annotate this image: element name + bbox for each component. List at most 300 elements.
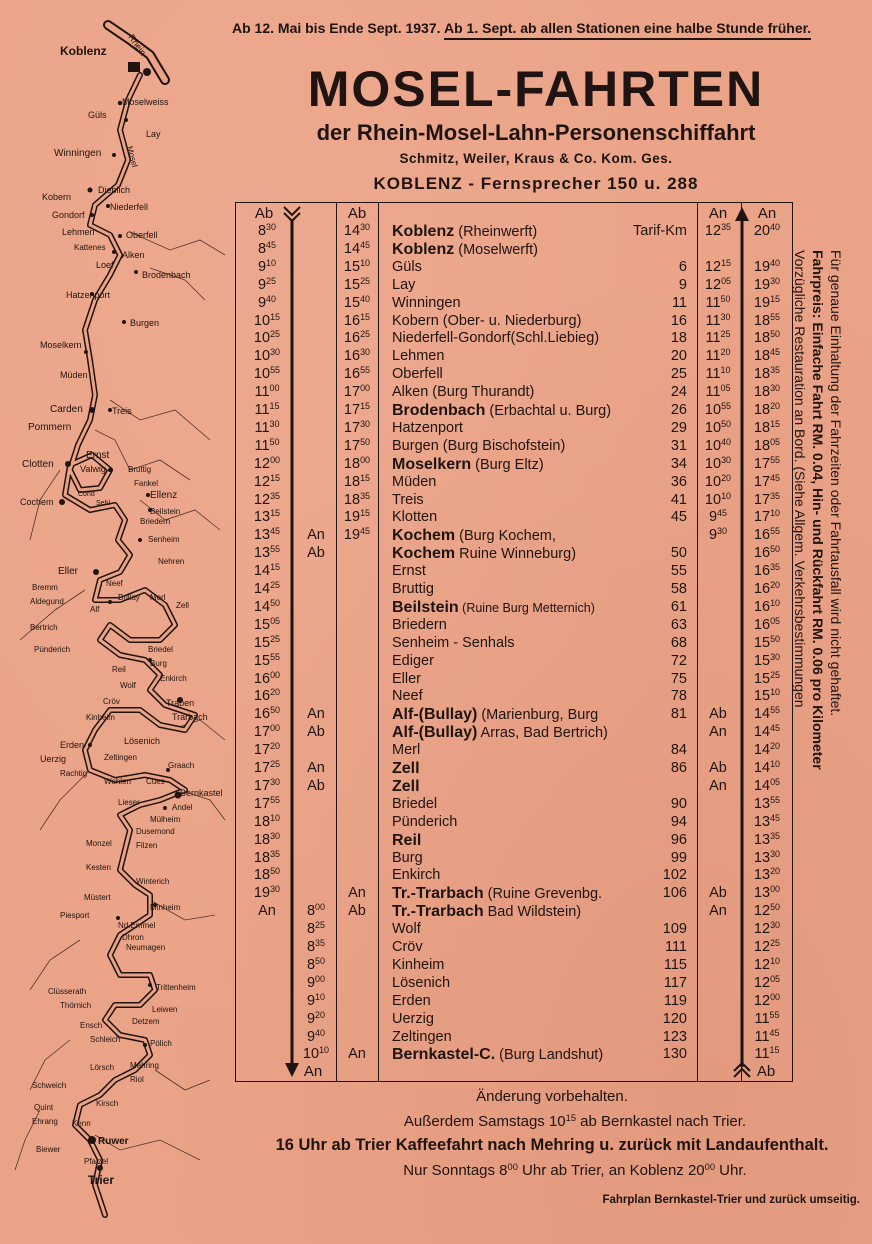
station-name: Zeltingen <box>392 1028 452 1045</box>
departure-time: $11^{15}$ <box>254 401 280 418</box>
departure-time: $17^{30}$ <box>253 776 281 794</box>
return-arrival-time: $11^{25}$ <box>705 329 731 347</box>
second-return-time: $16^{50}$ <box>753 544 781 562</box>
table-row <box>236 778 792 796</box>
table-row <box>236 581 792 599</box>
table-row <box>236 277 792 295</box>
return-arrival-time: $11^{10}$ <box>705 365 731 383</box>
departure-time: $9^{40}$ <box>257 293 277 311</box>
return-arrival-time: $9^{30}$ <box>708 526 728 544</box>
distance-km: 81 <box>670 706 687 723</box>
side-note-fares: Fahrpreis: Einfache Fahrt RM. 0.04, Hin- und Rückfahrt RM. 0.06 pro Kilometer <box>810 250 826 770</box>
svg-text:Alken: Alken <box>122 250 145 260</box>
station-name: Oberfell <box>392 366 443 383</box>
svg-text:Biewer: Biewer <box>36 1145 61 1154</box>
second-return-time: $16^{10}$ <box>753 597 781 615</box>
distance-km: 84 <box>670 742 687 759</box>
station-name: Briedern <box>392 616 447 633</box>
station-name: Enkirch <box>392 867 441 884</box>
table-row <box>236 545 792 563</box>
svg-text:Thörnich: Thörnich <box>60 1001 92 1010</box>
svg-text:Nehren: Nehren <box>158 557 185 566</box>
svg-text:Trittenheim: Trittenheim <box>156 983 196 992</box>
table-row <box>236 438 792 456</box>
svg-text:Clotten: Clotten <box>22 459 54 470</box>
connection-mark: An <box>307 706 325 723</box>
table-row <box>236 1029 792 1047</box>
station-name: Alken (Burg Thurandt) <box>392 384 535 401</box>
table-row <box>236 724 792 742</box>
table-row <box>236 456 792 474</box>
svg-text:Trarbach: Trarbach <box>172 712 208 722</box>
svg-text:Hatzenport: Hatzenport <box>66 290 111 300</box>
second-departure-time: Ab <box>348 903 366 920</box>
departure-time: $12^{35}$ <box>253 490 281 508</box>
svg-text:Lehmen: Lehmen <box>62 227 95 237</box>
connection-mark: $8^{35}$ <box>306 938 326 955</box>
station-name: Cröv <box>392 939 423 955</box>
svg-text:Sehl: Sehl <box>96 500 111 507</box>
footer-ab: Ab <box>756 1063 776 1080</box>
table-row <box>236 259 792 277</box>
second-departure-time: $14^{45}$ <box>343 239 371 257</box>
station-name: Burgen (Burg Bischofstein) <box>392 437 566 454</box>
second-return-time: $15^{25}$ <box>753 669 781 687</box>
svg-text:Gondorf: Gondorf <box>52 210 85 220</box>
second-departure-time: An <box>348 1046 366 1063</box>
return-arrival-time: $10^{50}$ <box>704 418 732 436</box>
second-departure-time: $17^{30}$ <box>343 418 371 436</box>
table-row <box>236 671 792 689</box>
table-row <box>236 313 792 331</box>
station-name: Uerzig <box>392 1010 434 1027</box>
distance-km: 41 <box>670 491 687 508</box>
svg-text:Müden: Müden <box>60 370 88 380</box>
main-title: MOSEL-FAHRTEN <box>307 61 765 117</box>
header-an-up: An <box>708 205 728 222</box>
second-departure-time: An <box>348 885 366 902</box>
second-return-time: $12^{30}$ <box>753 920 781 938</box>
station-name: Kinheim <box>392 956 445 973</box>
svg-text:Valwig: Valwig <box>80 464 106 474</box>
svg-text:Burgen: Burgen <box>130 318 160 328</box>
return-arrival-time: $12^{05}$ <box>704 275 732 293</box>
svg-text:Pommern: Pommern <box>28 422 72 433</box>
second-departure-time: $17^{50}$ <box>343 436 371 454</box>
map-label-koblenz: Koblenz <box>60 44 107 58</box>
svg-text:Pfalzel: Pfalzel <box>84 1157 109 1166</box>
departure-time: $12^{15}$ <box>253 472 281 490</box>
connection-mark: $8^{50}$ <box>306 955 326 973</box>
departure-time: $9^{25}$ <box>257 275 277 293</box>
svg-text:Kattenes: Kattenes <box>74 243 106 252</box>
station-name: Koblenz (Moselwerft) <box>392 240 539 258</box>
table-row <box>236 688 792 706</box>
second-departure-time: $19^{15}$ <box>343 508 371 526</box>
second-departure-time: $15^{10}$ <box>343 257 371 275</box>
svg-text:Mülheim: Mülheim <box>150 815 181 824</box>
station-name: Merl <box>392 742 421 759</box>
departure-time: $19^{30}$ <box>253 884 281 902</box>
svg-text:Cues: Cues <box>146 777 165 786</box>
subtitle: der Rhein-Mosel-Lahn-Personenschiffahrt <box>316 120 756 145</box>
distance-km: 31 <box>670 437 687 454</box>
station-name: Treis <box>392 491 424 508</box>
svg-text:Cröv: Cröv <box>103 697 120 706</box>
station-name: Ernst <box>392 563 426 580</box>
svg-text:Müstert: Müstert <box>84 893 111 902</box>
station-name: Zell <box>392 760 420 777</box>
second-return-time: $16^{55}$ <box>753 526 781 544</box>
departure-time: $13^{55}$ <box>253 544 281 562</box>
table-row <box>236 635 792 653</box>
map-label-mosel: Mosel <box>125 145 140 169</box>
distance-km: 86 <box>670 760 687 776</box>
table-row <box>236 796 792 814</box>
distance-km: 106 <box>662 885 687 902</box>
distance-km: 45 <box>670 509 687 526</box>
departure-time: $8^{45}$ <box>257 239 277 257</box>
svg-text:Carden: Carden <box>50 404 83 415</box>
connection-mark: An <box>307 760 325 776</box>
svg-text:Briedern: Briedern <box>140 517 171 526</box>
departure-time: $18^{30}$ <box>253 830 281 848</box>
svg-text:Bullay: Bullay <box>118 593 140 602</box>
departure-time: $10^{30}$ <box>253 347 281 365</box>
distance-km: Tarif-Km <box>633 223 687 239</box>
second-return-time: $11^{55}$ <box>754 1009 780 1027</box>
svg-text:Brodenbach: Brodenbach <box>142 270 191 280</box>
station-name: Ediger <box>392 652 434 669</box>
second-return-time: $17^{10}$ <box>753 508 781 526</box>
connection-mark: Ab <box>307 777 325 794</box>
return-arrival-time: Ab <box>709 706 727 723</box>
svg-text:Briedel: Briedel <box>148 645 173 654</box>
table-row <box>236 814 792 832</box>
departure-time: $12^{00}$ <box>253 454 281 472</box>
distance-km: 90 <box>670 795 687 812</box>
svg-text:Aldegund: Aldegund <box>30 597 64 606</box>
second-return-time: $16^{05}$ <box>753 615 781 633</box>
svg-text:Kobern: Kobern <box>42 192 72 202</box>
svg-text:Moselkern: Moselkern <box>40 340 82 350</box>
table-row <box>236 975 792 993</box>
svg-text:Wehlen: Wehlen <box>104 777 131 786</box>
svg-text:Erden: Erden <box>60 740 85 750</box>
second-return-time: $12^{05}$ <box>753 973 781 991</box>
table-row <box>236 885 792 903</box>
second-return-time: $18^{55}$ <box>753 311 781 329</box>
svg-text:Dhron: Dhron <box>122 933 144 942</box>
return-arrival-time: $11^{50}$ <box>705 293 731 311</box>
return-arrival-time: $10^{40}$ <box>704 436 732 454</box>
departure-time: $10^{55}$ <box>253 365 281 383</box>
svg-text:Oberfell: Oberfell <box>126 230 158 240</box>
second-return-time: $20^{40}$ <box>753 222 781 239</box>
table-row <box>236 850 792 868</box>
footer-an: An <box>303 1063 323 1080</box>
side-note-restaurant: Vorzügliche Restauration an Bord. (Siehe Allgem. Verkehrsbestimmungen <box>792 250 808 708</box>
map-label-rhein: Rhein <box>126 32 149 58</box>
svg-text:Merl: Merl <box>150 593 166 602</box>
svg-text:Winningen: Winningen <box>54 148 102 159</box>
second-departure-time: $15^{25}$ <box>343 275 371 293</box>
second-departure-time: $16^{15}$ <box>343 311 371 329</box>
return-arrival-time: $12^{15}$ <box>704 257 732 275</box>
second-return-time: $14^{45}$ <box>753 723 781 741</box>
second-return-time: $18^{15}$ <box>753 418 781 436</box>
svg-text:Eller: Eller <box>58 566 79 577</box>
departure-time: $13^{45}$ <box>253 526 281 544</box>
svg-text:Graach: Graach <box>168 761 195 770</box>
distance-km: 29 <box>670 419 687 436</box>
connection-mark: $10^{10}$ <box>302 1045 330 1063</box>
second-return-time: $14^{20}$ <box>753 741 781 759</box>
station-name: Klotten <box>392 509 438 526</box>
connection-mark: An <box>307 527 325 544</box>
second-return-time: $18^{35}$ <box>753 365 781 383</box>
second-return-time: $13^{45}$ <box>753 812 781 830</box>
table-row <box>236 903 792 921</box>
second-return-time: $15^{30}$ <box>753 651 781 669</box>
distance-km: 96 <box>670 831 687 848</box>
footer-coffee-trip: 16 Uhr ab Trier Kaffeefahrt nach Mehring u. zurück mit Landaufenthalt. <box>275 1136 829 1154</box>
table-row <box>236 223 792 241</box>
station-name: Bernkastel-C. (Burg Landshut) <box>392 1046 604 1064</box>
svg-text:Burg: Burg <box>150 659 167 668</box>
second-return-time: $19^{15}$ <box>753 293 781 311</box>
svg-text:Cond: Cond <box>78 491 95 498</box>
station-name: Lay <box>392 276 416 293</box>
return-arrival-time: $9^{45}$ <box>708 508 728 526</box>
svg-text:Kesten: Kesten <box>86 863 111 872</box>
svg-text:Zeltingen: Zeltingen <box>104 753 137 762</box>
second-return-time: $13^{35}$ <box>753 830 781 848</box>
distance-km: 9 <box>678 276 687 293</box>
return-arrival-time: $11^{05}$ <box>705 383 731 401</box>
station-name: Beilstein (Ruine Burg Metternich) <box>392 598 595 616</box>
second-return-time: $12^{10}$ <box>753 955 781 973</box>
table-row <box>236 563 792 581</box>
return-arrival-time: An <box>709 724 727 741</box>
city-phone: KOBLENZ - Fernsprecher 150 u. 288 <box>373 174 699 193</box>
table-row <box>236 330 792 348</box>
distance-km: 94 <box>670 813 687 830</box>
station-name: Eller <box>392 670 422 687</box>
svg-text:Winterich: Winterich <box>136 877 170 886</box>
distance-km: 75 <box>670 670 687 687</box>
second-return-time: $15^{10}$ <box>753 687 781 705</box>
station-name: Senheim - Senhals <box>392 634 515 651</box>
station-name: Reil <box>392 831 422 849</box>
table-row <box>236 742 792 760</box>
second-return-time: $17^{55}$ <box>753 454 781 472</box>
distance-km: 130 <box>662 1046 687 1063</box>
return-arrival-time: $10^{30}$ <box>704 454 732 472</box>
svg-text:Beilstein: Beilstein <box>150 507 181 516</box>
side-note-liability: Für genaue Einhaltung der Fahrzeiten oder Fahrtausfall wird nicht gehaftet. <box>828 250 844 717</box>
table-row <box>236 653 792 671</box>
departure-time: $17^{00}$ <box>253 723 281 741</box>
table-row <box>236 241 792 259</box>
departure-time: $16^{50}$ <box>253 705 281 723</box>
svg-text:Schleich: Schleich <box>90 1035 121 1044</box>
connection-mark: $9^{20}$ <box>306 1009 326 1027</box>
svg-text:Leiwen: Leiwen <box>152 1005 178 1014</box>
table-row <box>236 492 792 510</box>
distance-km: 72 <box>670 652 687 669</box>
table-row <box>236 939 792 957</box>
distance-km: 20 <box>670 348 687 365</box>
distance-km: 25 <box>670 366 687 383</box>
svg-text:Moselweiss: Moselweiss <box>122 97 169 107</box>
distance-km: 61 <box>670 598 687 615</box>
svg-text:Ellenz: Ellenz <box>150 490 178 501</box>
second-departure-time: $18^{35}$ <box>343 490 371 508</box>
footer-sunday-note: Nur Sonntags $8^{00}$ Uhr ab Trier, an Koblenz $20^{00}$ Uhr. <box>403 1161 747 1179</box>
fare-side-note <box>791 250 845 1030</box>
station-name: Lösenich <box>392 974 451 991</box>
svg-text:Uerzig: Uerzig <box>40 754 67 764</box>
distance-km: 102 <box>662 867 687 884</box>
departure-time: $10^{15}$ <box>253 311 281 329</box>
distance-km: 6 <box>678 258 687 275</box>
second-return-time: $12^{50}$ <box>753 902 781 920</box>
table-row <box>236 760 792 778</box>
svg-text:Bruttig: Bruttig <box>128 465 152 474</box>
second-return-time: $18^{05}$ <box>753 436 781 454</box>
svg-text:Loef: Loef <box>96 260 114 270</box>
mosel-route-map <box>0 0 232 1244</box>
svg-text:Minheim: Minheim <box>150 903 181 912</box>
station-name: Tr.-Trarbach (Ruine Grevenbg. <box>392 885 603 903</box>
station-name: Alf-(Bullay) (Marienburg, Burg <box>392 706 599 724</box>
table-row <box>236 832 792 850</box>
connection-mark: $9^{00}$ <box>306 973 326 991</box>
second-departure-time: $17^{00}$ <box>343 383 371 401</box>
distance-km: 99 <box>670 849 687 866</box>
departure-time: $16^{00}$ <box>253 669 281 687</box>
station-name: Briedel <box>392 795 438 812</box>
table-row <box>236 402 792 420</box>
station-name: Pünderich <box>392 813 458 830</box>
station-name: Burg <box>392 849 423 866</box>
svg-text:Treis: Treis <box>112 406 132 416</box>
return-arrival-time: Ab <box>709 885 727 902</box>
svg-text:Neef: Neef <box>106 579 123 588</box>
table-row <box>236 509 792 527</box>
svg-text:Bremm: Bremm <box>32 583 58 592</box>
footer-reverse-note: Fahrplan Bernkastel-Trier und zurück umseitig. <box>602 1194 860 1206</box>
station-name: Wolf <box>392 921 421 938</box>
distance-km: 123 <box>662 1028 687 1045</box>
header-an-second: An <box>757 205 777 222</box>
svg-text:Piesport: Piesport <box>60 911 90 920</box>
distance-km: 68 <box>670 634 687 651</box>
svg-text:Enkirch: Enkirch <box>160 674 187 683</box>
return-arrival-time: $11^{20}$ <box>705 347 731 365</box>
distance-km: 50 <box>670 545 687 562</box>
svg-text:Quint: Quint <box>34 1103 54 1112</box>
svg-text:Nd.Emmel: Nd.Emmel <box>118 921 156 930</box>
timetable-footer-row <box>236 1063 792 1081</box>
svg-text:Lieser: Lieser <box>118 798 140 807</box>
second-return-time: $18^{50}$ <box>753 329 781 347</box>
second-return-time: $13^{00}$ <box>753 884 781 902</box>
station-name: Zell <box>392 777 420 795</box>
header-ab-second: Ab <box>347 205 367 222</box>
departure-time: $18^{50}$ <box>253 866 281 884</box>
second-return-time: $19^{30}$ <box>753 275 781 293</box>
svg-text:Bernkastel: Bernkastel <box>180 788 223 798</box>
distance-km: 109 <box>662 921 687 938</box>
second-departure-time: $15^{40}$ <box>343 293 371 311</box>
station-name: Neef <box>392 688 423 705</box>
distance-km: 34 <box>670 455 687 472</box>
connection-mark: $8^{00}$ <box>306 902 326 920</box>
second-return-time: $16^{20}$ <box>753 580 781 597</box>
second-return-time: $12^{00}$ <box>753 991 781 1009</box>
svg-text:Ernst: Ernst <box>86 450 110 461</box>
table-row <box>236 420 792 438</box>
svg-text:Bertrich: Bertrich <box>30 623 58 632</box>
svg-text:Niederfell: Niederfell <box>110 202 149 212</box>
header-ab-down: Ab <box>254 205 274 222</box>
svg-text:Wolf: Wolf <box>120 681 136 690</box>
return-arrival-time: $10^{55}$ <box>704 401 732 418</box>
table-row <box>236 617 792 635</box>
second-return-time: $17^{45}$ <box>753 472 781 490</box>
footer-saturday-note: Außerdem Samstags $10^{15}$ ab Bernkastel nach Trier. <box>403 1112 747 1130</box>
second-departure-time: $18^{15}$ <box>343 472 371 490</box>
svg-text:Andel: Andel <box>172 803 193 812</box>
table-row <box>236 295 792 313</box>
departure-time: $18^{35}$ <box>253 848 281 866</box>
station-name: Brodenbach (Erbachtal u. Burg) <box>392 402 612 419</box>
second-return-time: $14^{55}$ <box>753 705 781 723</box>
svg-text:Pölich: Pölich <box>150 1039 172 1048</box>
departure-time: $17^{25}$ <box>253 759 281 776</box>
departure-time: $14^{25}$ <box>253 580 281 597</box>
distance-km: 24 <box>670 384 687 401</box>
svg-text:Rachtig: Rachtig <box>60 769 88 778</box>
svg-text:Lösenich: Lösenich <box>124 736 161 746</box>
svg-text:Kenn: Kenn <box>72 1119 91 1128</box>
second-return-time: $18^{45}$ <box>753 347 781 365</box>
station-name: Erden <box>392 992 431 1009</box>
svg-text:Dusemond: Dusemond <box>136 827 175 836</box>
return-arrival-time: An <box>709 903 727 920</box>
distance-km: 63 <box>670 616 687 633</box>
svg-text:Detzem: Detzem <box>132 1017 160 1026</box>
departure-time: $11^{50}$ <box>254 436 280 454</box>
station-name: Bruttig <box>392 581 434 597</box>
svg-text:Ensch: Ensch <box>80 1021 103 1030</box>
second-return-time: $15^{50}$ <box>753 633 781 651</box>
svg-text:Alf: Alf <box>90 605 100 614</box>
station-name: Güls <box>392 258 422 275</box>
departure-time: $15^{25}$ <box>253 633 281 651</box>
second-departure-time: $14^{30}$ <box>343 222 371 239</box>
station-name: Moselkern (Burg Eltz) <box>392 455 544 473</box>
distance-km: 119 <box>663 992 687 1009</box>
connection-mark: Ab <box>307 545 325 562</box>
departure-time: $11^{00}$ <box>254 383 280 401</box>
second-departure-time: $17^{15}$ <box>343 401 371 418</box>
second-departure-time: $19^{45}$ <box>343 526 371 544</box>
svg-text:Trier: Trier <box>88 1173 115 1187</box>
station-name: Kochem (Burg Kochem, <box>392 527 556 545</box>
